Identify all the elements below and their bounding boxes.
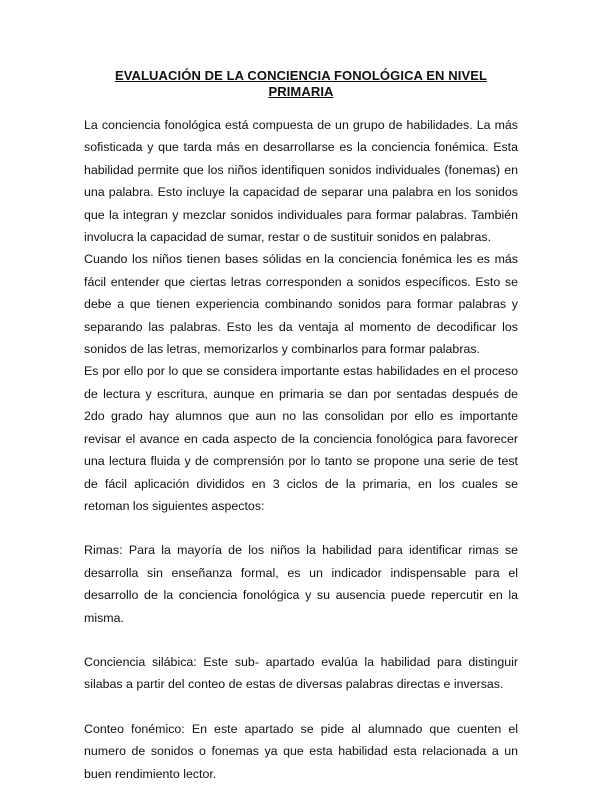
paragraph-importance: Es por ello por lo que se considera importante estas habilidades en el proceso de lectura y escritura, aunque en primaria se dan por sentadas después de 2do grado hay alumnos que aun no las consolidan por ello es importante revisar el avance en cada aspecto de la conciencia fonológica para favorecer una lectura fluida y de comprensión por lo tanto se propone una serie de test de fácil aplicación divididos en 3 ciclos de la primaria, en los cuales se retoman los siguientes aspectos: bbox=[84, 364, 518, 513]
paragraph-conteo-fonemico: Conteo fonémico: En este apartado se pide al alumnado que cuenten el numero de sonidos o fonemas ya que esta habilidad esta relacionada a un buen rendimiento lector. bbox=[84, 721, 518, 781]
title-line-2: PRIMARIA bbox=[268, 84, 334, 99]
document-page bbox=[84, 68, 518, 785]
paragraph-gap bbox=[84, 696, 518, 718]
paragraph-gap bbox=[84, 629, 518, 651]
paragraph-rimas: Rimas: Para la mayoría de los niños la habilidad para identificar rimas se desarrolla sin enseñanza formal, es un indicador indispensable para el desarrollo de la conciencia fonológica y su ausencia puede repercutir en la misma. bbox=[84, 543, 518, 625]
paragraph-phonemic-basis: Cuando los niños tienen bases sólidas en la conciencia fonémica les es más fácil entender que ciertas letras corresponden a sonidos específicos. Esto se debe a que tienen experiencia combinando sonidos para formar palabras y separando las palabras. Esto les da ventaja al momento de decodificar los sonidos de las letras, memorizarlos y combinarlos para formar palabras. bbox=[84, 252, 518, 357]
paragraph-conciencia-silabica: Conciencia silábica: Este sub- apartado evalúa la habilidad para distinguir silabas a partir del conteo de estas de diversas palabras directas e inversas. bbox=[84, 654, 518, 692]
paragraph-gap bbox=[84, 517, 518, 539]
document-title bbox=[84, 68, 518, 100]
title-line-1: EVALUACIÓN DE LA CONCIENCIA FONOLÓGICA EN NIVEL bbox=[114, 68, 488, 83]
paragraph-intro: La conciencia fonológica está compuesta de un grupo de habilidades. La más sofisticada y que tarda más en desarrollarse es la conciencia fonémica. Esta habilidad permite que los niños identifiquen sonidos individuales (fonemas) en una palabra. Esto incluye la capacidad de separar una palabra en los sonidos que la integran y mezclar sonidos individuales para formar palabras. También involucra la capacidad de sumar, restar o de sustituir sonidos en palabras. bbox=[84, 118, 518, 245]
